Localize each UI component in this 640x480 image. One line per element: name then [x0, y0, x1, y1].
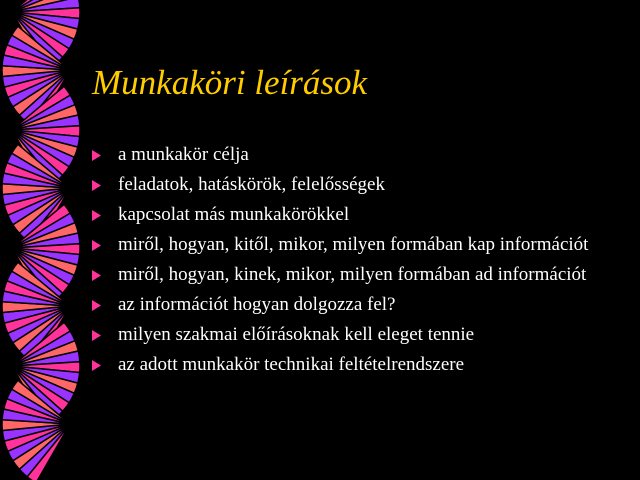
- list-item: [92, 233, 632, 257]
- bullet-icon: [92, 150, 101, 161]
- bullet-text: milyen szakmai előírásoknak kell eleget tennie: [118, 324, 475, 345]
- list-item: [92, 263, 632, 287]
- list-item: [92, 323, 632, 347]
- bullet-list: [92, 143, 632, 383]
- bullet-icon: [92, 330, 101, 341]
- bullet-icon: [92, 180, 101, 191]
- bullet-text: kapcsolat más munkakörökkel: [118, 204, 350, 225]
- bullet-text: miről, hogyan, kitől, mikor, milyen formában kap információt: [118, 234, 589, 255]
- bullet-text: miről, hogyan, kinek, mikor, milyen formában ad információt: [118, 264, 587, 285]
- bullet-text: feladatok, hatáskörök, felelősségek: [118, 174, 385, 195]
- bullet-icon: [92, 270, 101, 281]
- bullet-icon: [92, 360, 101, 371]
- decorative-fan-strip: [0, 0, 90, 480]
- bullet-text: a munkakör célja: [118, 144, 249, 165]
- bullet-text: az adott munkakör technikai feltételrendszere: [118, 354, 465, 375]
- list-item: [92, 203, 632, 227]
- bullet-icon: [92, 300, 101, 311]
- slide-title: Munkaköri leírások: [92, 63, 368, 102]
- list-item: [92, 293, 632, 317]
- bullet-icon: [92, 210, 101, 221]
- list-item: [92, 353, 632, 377]
- bullet-text: az információt hogyan dolgozza fel?: [118, 294, 396, 315]
- bullet-icon: [92, 240, 101, 251]
- list-item: [92, 143, 632, 167]
- list-item: [92, 173, 632, 197]
